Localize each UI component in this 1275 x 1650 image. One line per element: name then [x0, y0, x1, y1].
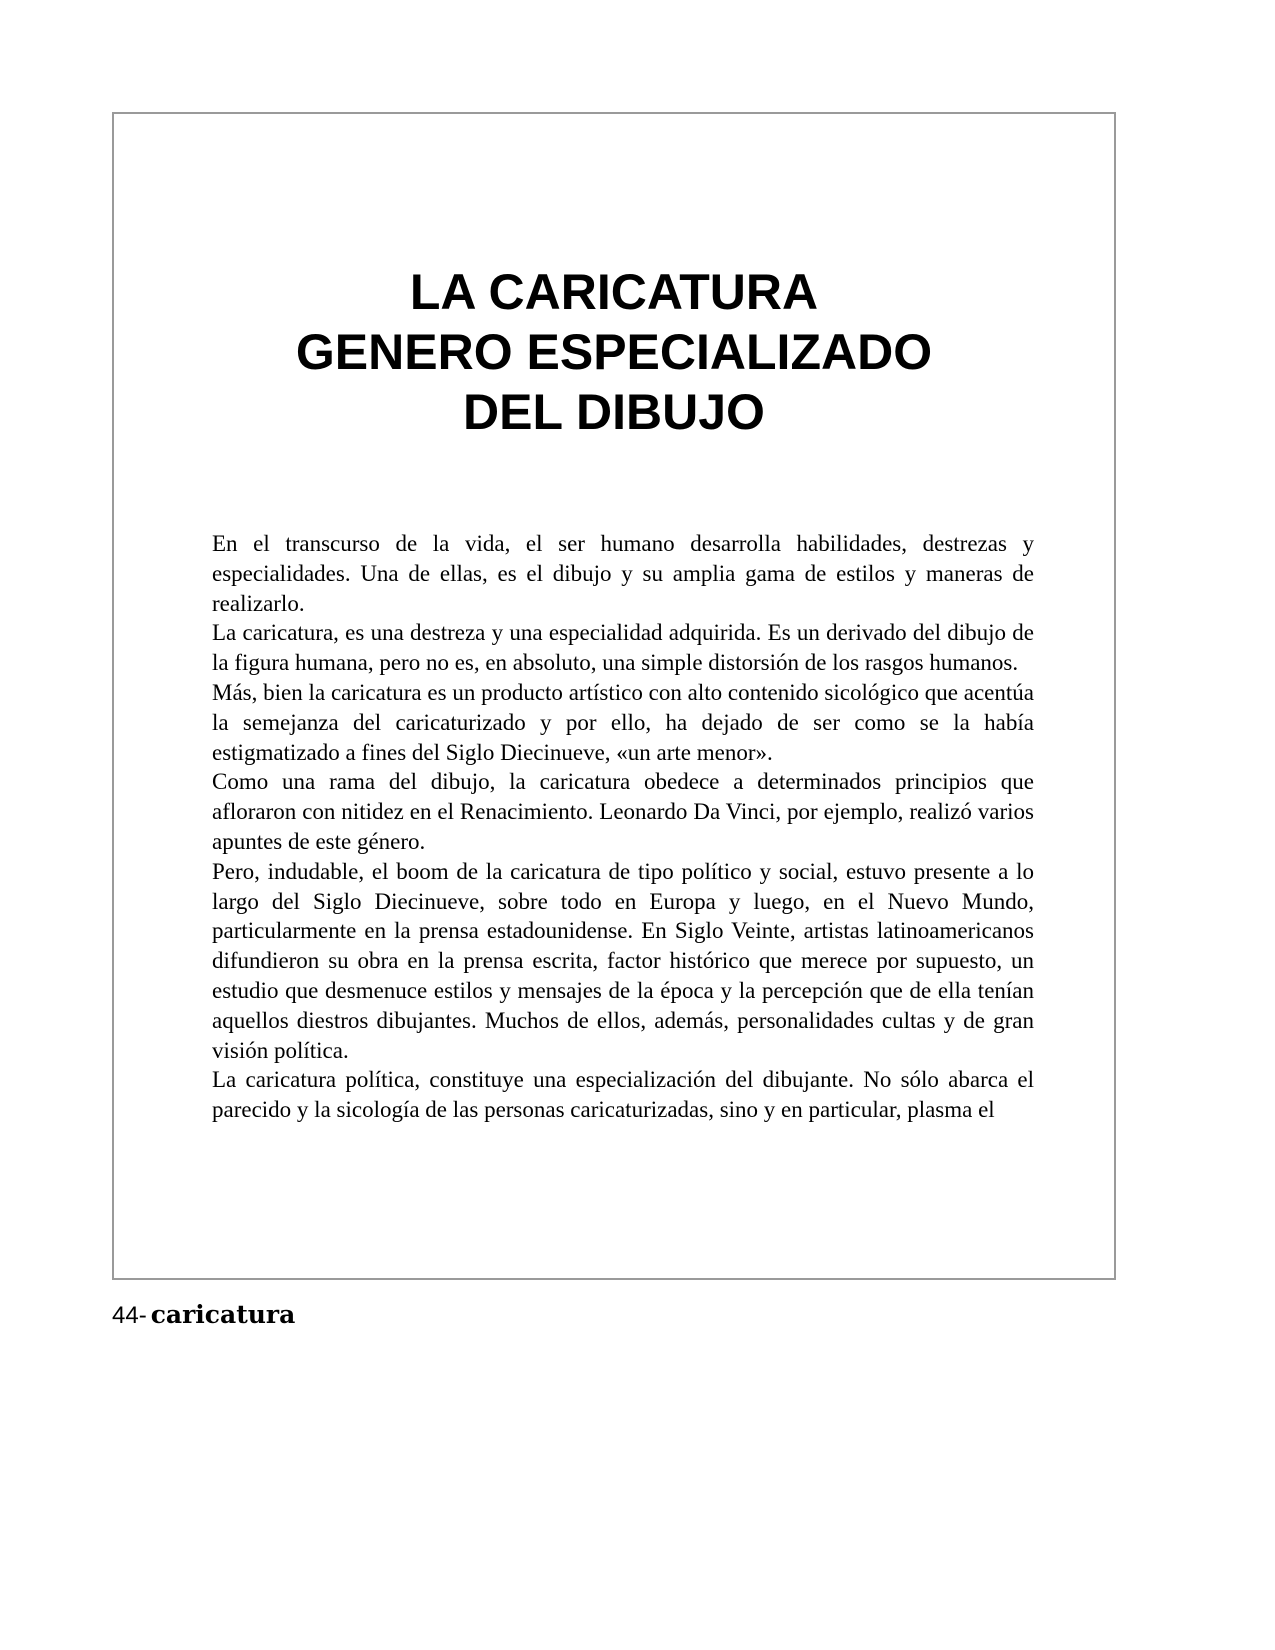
page-title [112, 262, 1116, 442]
paragraph: La caricatura política, constituye una especialización del dibujante. No sólo abarca el parecido y la sicología de las personas caricaturizadas, sino y en particular, plasma el [212, 1067, 1034, 1123]
paragraph: Como una rama del dibujo, la caricatura obedece a determinados principios que afloraron con nitidez en el Renacimiento. Leonardo Da Vinci, por ejemplo, realizó varios apuntes de este género. [212, 769, 1034, 854]
paragraph: La caricatura, es una destreza y una especialidad adquirida. Es un derivado del dibujo de la figura humana, pero no es, en absoluto, una simple distorsión de los rasgos humanos. [212, 620, 1034, 676]
page-footer [112, 1300, 295, 1330]
paragraph: Pero, indudable, el boom de la caricatura de tipo político y social, estuvo presente a lo largo del Siglo Diecinueve, sobre todo en Europa y luego, en el Nuevo Mundo, particularmente en la prensa estadounidense. En Siglo Veinte, artistas latinoamericanos difundieron su obra en la prensa escrita, factor histórico que merece por supuesto, un estudio que desmenuce estilos y mensajes de la época y la percepción que de ella tenían aquellos diestros dibujantes. Muchos de ellos, además, personalidades cultas y de gran visión política. [212, 858, 1034, 1063]
title-line-1: LA CARICATURA [409, 264, 819, 320]
body-text [212, 529, 1034, 1125]
page-number: 44- [112, 1302, 147, 1329]
paragraph: Más, bien la caricatura es un producto artístico con alto contenido sicológico que acentúa la semejanza del caricaturizado y por ello, ha dejado de ser como se la había estigmatizado a fines del Siglo Diecinueve, «un arte menor». [212, 679, 1034, 765]
title-line-2: GENERO ESPECIALIZADO [295, 324, 933, 380]
title-line-3: DEL DIBUJO [463, 384, 765, 440]
section-name: caricatura [150, 1300, 296, 1329]
paragraph: En el transcurso de la vida, el ser humano desarrolla habilidades, destrezas y especialidades. Una de ellas, es el dibujo y su amplia gama de estilos y maneras de realizarlo. [212, 531, 1034, 616]
